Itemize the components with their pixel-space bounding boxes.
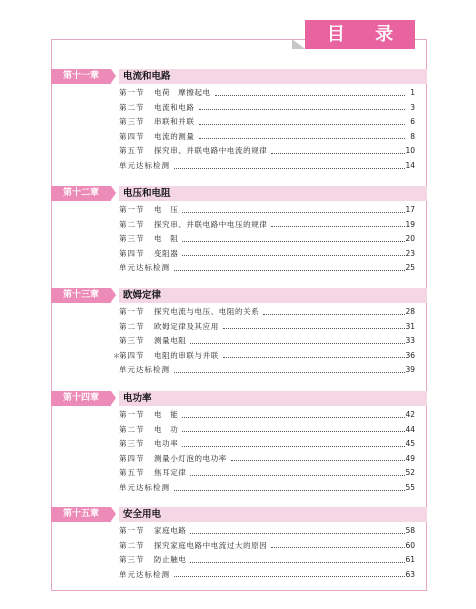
dot-leader [182,417,405,418]
page-number: 49 [405,453,415,463]
chapter-badge-arrow [111,507,116,521]
section-number: 第四节 [119,453,145,463]
dot-leader [190,343,405,344]
dot-leader [199,124,405,125]
dot-leader [182,446,405,447]
chapter-title-band [119,288,427,303]
toc-entry[interactable] [51,320,427,335]
dot-leader [263,314,405,315]
dot-leader [174,576,405,577]
page-number: 25 [405,263,415,273]
section-number: 第二节 [119,219,145,229]
page-number: 3 [410,102,415,112]
chapter-header [51,186,427,202]
section-title: 家庭电路 [154,526,187,535]
chapter-block [51,69,427,170]
page-number: 17 [405,205,415,214]
chapter-title-band [119,507,427,522]
section-number: 第一节 [119,526,145,535]
unit-test-label: 单元达标检测 [119,365,170,375]
dot-leader [190,475,405,476]
toc-entry[interactable] [51,539,427,554]
dot-leader [174,168,405,169]
section-number: 第三节 [119,117,145,127]
page-number: 60 [405,540,415,550]
toc-entry[interactable] [51,349,427,364]
section-title: 探究串、并联电路中电流的规律 [154,146,268,156]
chapter-block [51,391,427,492]
section-title: 探究电流与电压、电阻的关系 [154,307,260,316]
section-number: 第三节 [119,439,145,449]
page-number: 61 [405,555,415,565]
section-number: 第三节 [119,336,145,346]
toc-entry-unit-test[interactable] [51,363,427,378]
toc-entry[interactable] [51,452,427,467]
page-number: 52 [405,468,415,478]
section-number: 第四节 [119,131,145,141]
chapter-header [51,288,427,304]
dot-leader [182,431,405,432]
page-number: 31 [405,321,415,331]
section-title: 欧姆定律及其应用 [154,321,219,331]
page-number: 36 [405,350,415,360]
section-number: 第五节 [119,468,145,478]
unit-test-label: 单元达标检测 [119,569,170,579]
section-number: 第一节 [119,205,145,214]
toc-entry[interactable] [51,144,427,159]
chapter-badge: 第十一章 [51,69,111,84]
toc-entry[interactable] [51,553,427,568]
chapter-badge-arrow [111,186,116,200]
section-number: 第二节 [119,424,145,434]
dot-leader [271,226,405,227]
section-title: 防止触电 [154,555,187,565]
dot-leader [190,533,405,534]
page-number: 23 [405,248,415,258]
toc-entry[interactable] [51,334,427,349]
toc-entry[interactable] [51,437,427,452]
toc-entry[interactable] [51,218,427,233]
section-number: 第一节 [119,88,145,97]
chapter-header [51,69,427,85]
toc-entry[interactable] [51,101,427,116]
section-title: 电 阻 [154,234,179,244]
dot-leader [174,372,405,373]
section-number: 第四节 [119,248,145,258]
dot-leader [174,490,405,491]
dot-leader [215,95,405,96]
page-number: 28 [405,307,415,316]
unit-test-label: 单元达标检测 [119,263,170,273]
page-number: 58 [405,526,415,535]
toc-entry[interactable] [51,232,427,247]
dot-leader [223,328,405,329]
page-number: 10 [405,146,415,156]
toc-entry-unit-test[interactable] [51,481,427,496]
page-number: 55 [405,483,415,492]
chapter-badge: 第十二章 [51,186,111,201]
dot-leader [231,460,405,461]
toc-entry[interactable] [51,203,427,218]
chapter-block [51,288,427,375]
section-title: 电荷 摩擦起电 [154,88,211,97]
dot-leader [182,241,405,242]
page-number: 63 [405,569,415,579]
page-number: 19 [405,219,415,229]
section-title: 测量电阻 [154,336,187,346]
chapter-title: 欧姆定律 [123,290,162,301]
toc-entry[interactable] [51,423,427,438]
chapter-block [51,507,427,579]
section-title: 电流和电路 [154,102,195,112]
section-title: 电 能 [154,410,179,419]
toc-entry[interactable] [51,305,427,320]
dot-leader [190,562,405,563]
title-tab-fold [292,39,305,49]
toc-entry-unit-test[interactable] [51,159,427,174]
chapter-title: 安全用电 [123,509,162,520]
section-number: 第二节 [119,321,145,331]
page-number: 6 [410,117,415,127]
dot-leader [182,255,405,256]
page-title: 目 录 [305,20,415,49]
dot-leader [174,270,405,271]
section-number: 第一节 [119,307,145,316]
section-number: 第五节 [119,146,145,156]
page-number: 33 [405,336,415,346]
dot-leader [182,212,405,213]
section-title: 电阻的串联与并联 [154,350,219,360]
chapter-badge-arrow [111,288,116,302]
toc-entry[interactable] [51,408,427,423]
chapter-badge-arrow [111,69,116,83]
section-title: 探究串、并联电路中电压的规律 [154,219,268,229]
page-number: 1 [410,88,415,97]
toc-entry-unit-test[interactable] [51,261,427,276]
section-number: 第四节 [119,350,145,360]
section-title: 焦耳定律 [154,468,187,478]
chapter-title: 电功率 [123,393,152,404]
dot-leader [223,357,405,358]
unit-test-label: 单元达标检测 [119,161,170,170]
dot-leader [271,153,405,154]
section-number: 第三节 [119,234,145,244]
unit-test-label: 单元达标检测 [119,483,170,492]
page-number: 42 [405,410,415,419]
section-title: 变阻器 [154,248,179,258]
section-number: 第二节 [119,540,145,550]
section-number: 第三节 [119,555,145,565]
chapter-title-band [119,391,427,406]
toc-entry[interactable] [51,247,427,262]
chapter-header [51,391,427,407]
chapter-block [51,186,427,273]
chapter-badge: 第十四章 [51,391,111,406]
section-title: 探究家庭电路中电流过大的原因 [154,540,268,550]
chapter-badge: 第十三章 [51,288,111,303]
chapter-badge-arrow [111,391,116,405]
page-number: 44 [405,424,415,434]
dot-leader [271,547,405,548]
toc-entry[interactable] [51,86,427,101]
toc-entry[interactable] [51,115,427,130]
section-title: 电 功 [154,424,179,434]
optional-mark: ＊ [113,351,120,360]
page-number: 20 [405,234,415,244]
dot-leader [199,138,405,139]
toc-entry[interactable] [51,130,427,145]
section-title: 电 压 [154,205,179,214]
page-number: 8 [410,131,415,141]
section-title: 电流的测量 [154,131,195,141]
section-title: 测量小灯泡的电功率 [154,453,227,463]
chapter-title: 电流和电路 [123,71,171,82]
toc-entry[interactable] [51,524,427,539]
chapter-badge: 第十五章 [51,507,111,522]
section-number: 第二节 [119,102,145,112]
page-number: 45 [405,439,415,449]
page-number: 14 [405,161,415,170]
dot-leader [199,109,405,110]
section-title: 串联和并联 [154,117,195,127]
page-number: 39 [405,365,415,375]
chapter-header [51,507,427,523]
section-title: 电功率 [154,439,179,449]
toc-entry[interactable] [51,466,427,481]
toc-entry-unit-test[interactable] [51,568,427,583]
chapter-title: 电压和电阻 [123,188,171,199]
section-number: 第一节 [119,410,145,419]
